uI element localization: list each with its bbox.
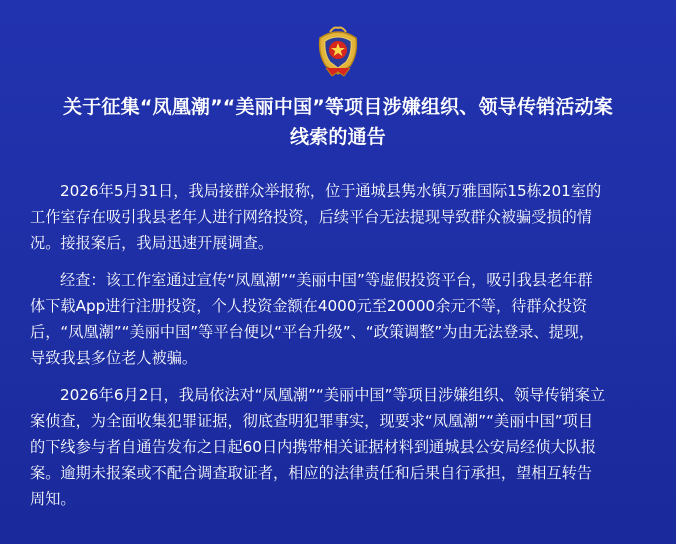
paragraph-line: 周知。 (30, 490, 76, 508)
paragraph-line: 导致我县多位老人被骗。 (30, 349, 198, 367)
paragraph-request (30, 382, 650, 512)
paragraph-investigation (30, 267, 650, 371)
paragraph-line: 经查：该工作室通过宣传“凤凰潮”“美丽中国”等虚假投资平台，吸引我县老年群 (60, 271, 593, 289)
paragraph-line: 2026年6月2日，我局依法对“凤凰潮”“美丽中国”等项目涉嫌组织、领导传销案立 (60, 386, 606, 404)
paragraph-line: 2026年5月31日，我局接群众举报称，位于通城县隽水镇万雅国际15栋201室的 (60, 182, 602, 200)
paragraph-line: 案。逾期未报案或不配合调查取证者，相应的法律责任和后果自行承担，望相互转告 (30, 464, 592, 482)
notice-title (18, 92, 658, 152)
paragraph-report (30, 178, 650, 256)
paragraph-line: 体下载App进行注册投资，个人投资金额在4000元至20000余元不等，待群众投资 (30, 297, 588, 315)
paragraph-line: 案侦查，为全面收集犯罪证据，彻底查明犯罪事实，现要求“凤凰潮”“美丽中国”项目 (30, 412, 594, 430)
paragraph-line: 况。接报案后，我局迅速开展调查。 (30, 234, 273, 252)
notice-body (30, 178, 650, 523)
notice-title-line-2: 线索的通告 (289, 126, 386, 148)
paragraph-line: 后，“凤凰潮”“美丽中国”等平台便以“平台升级”、“政策调整”为由无法登录、提现， (30, 323, 595, 341)
paragraph-line: 工作室存在吸引我县老年人进行网络投资，后续平台无法提现导致群众被骗受损的情 (30, 208, 592, 226)
notice-title-line-1: 关于征集“凤凰潮”“美丽中国”等项目涉嫌组织、领导传销活动案 (63, 96, 613, 118)
police-emblem-icon (314, 24, 362, 78)
paragraph-line: 的下线参与者自通告发布之日起60日内携带相关证据材料到通城县公安局经侦大队报 (30, 438, 597, 456)
